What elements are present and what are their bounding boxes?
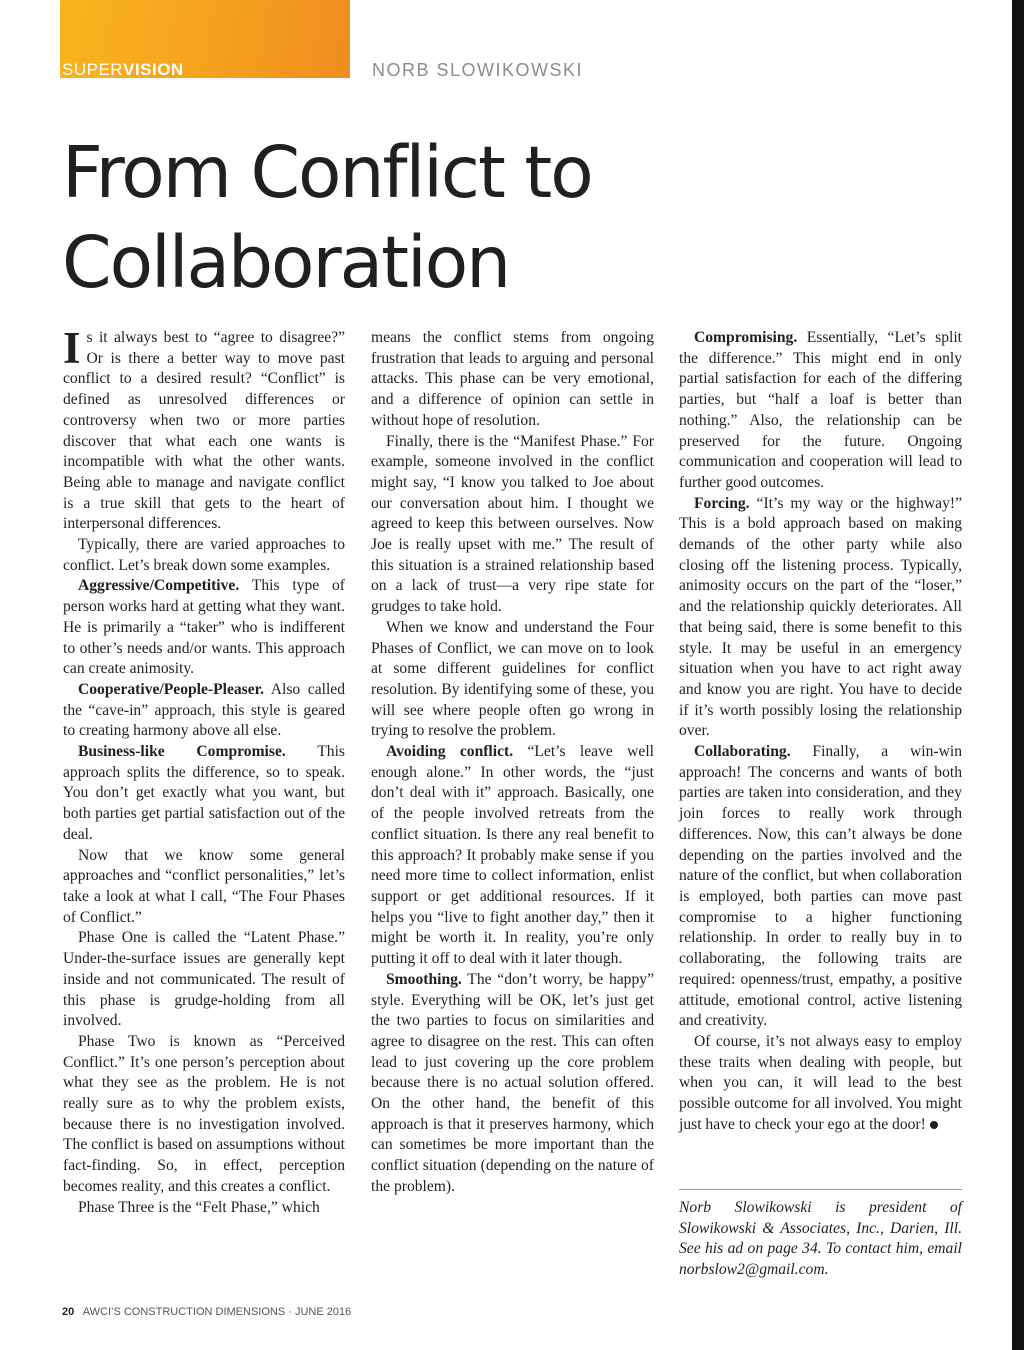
subhead: Cooperative/People-Pleaser. — [78, 680, 265, 698]
paragraph: means the conflict stems from ongoing frustration that leads to arguing and personal attacks. This phase can be very emotional, and a difference of opinion can settle in without hope of resolution. — [371, 329, 654, 429]
paragraph-text: “It’s my way or the highway!” This is a bold approach based on making demands of the other party while also closing off the listening process. Typically, animosity occurs on the part of the “loser,” and the relationship quickly deteriorates. All that being said, there is some benefit to this style. It may be useful in an emergency situation when you have to act right away and know you are right. You have to decide if it’s worth possibly losing the relationship over. — [679, 494, 962, 740]
paragraph-text: Of course, it’s not always easy to employ these traits when dealing with people, but when you can, it will lead to the best possible outcome for all involved. You might just have to check your ego at the door! — [679, 1032, 962, 1133]
paragraph: Typically, there are varied approaches to conflict. Let’s break down some examples. — [63, 536, 345, 574]
paragraph: Now that we know some general approaches and “conflict personalities,” let’s take a look at what I call, “The Four Phases of Conflict.” — [63, 846, 345, 926]
page-footer — [62, 1306, 351, 1318]
paragraph: When we know and understand the Four Phases of Conflict, we can move on to look at some different guidelines for conflict resolution. By identifying some of these, you will see where people often go wrong in trying to resolve the problem. — [371, 618, 654, 740]
paragraph — [679, 1032, 962, 1136]
paragraph-text: Also called the “cave-in” approach, this style is geared to creating harmony above all else. — [63, 680, 345, 740]
subhead: Forcing. — [694, 494, 750, 512]
page-edge-bar — [1012, 0, 1024, 1350]
paragraph: Phase One is called the “Latent Phase.” Under-the-surface issues are generally kept inside and not communicated. The result of this phase is grudge-holding from all involved. — [63, 929, 345, 1030]
paragraph-text: This approach splits the difference, so to speak. You don’t get exactly what you want, but both parties get partial satisfaction out of the deal. — [63, 743, 345, 843]
subhead: Smoothing. — [386, 970, 462, 988]
paragraph — [679, 494, 962, 742]
paragraph — [371, 970, 654, 1198]
subhead: Avoiding conflict. — [386, 743, 514, 761]
subhead: Collaborating. — [694, 743, 791, 761]
paragraph: Phase Three is the “Felt Phase,” which — [78, 1198, 320, 1216]
paragraph — [679, 742, 962, 1032]
paragraph-text: Finally, a win-win approach! The concerns and wants of both parties are taken into consideration, and they join forces to really work through differences. Now, this can’t always be done depending on the parties involved and the nature of the conflict, but when collaboration is employed, both parties can move past compromise to a higher functioning relationship. In order to really buy in to collaborating, the following traits are required: openness/trust, empathy, a positive attitude, emotional control, active listening and creativity. — [679, 743, 962, 1030]
drop-cap: I — [63, 323, 81, 373]
paragraph — [679, 328, 962, 494]
paragraph-text: Essentially, “Let’s split the difference.” This might end in only partial satisfaction for each of the differing parties, but “half a loaf is better than nothing.” Also, the relationship can be preserved for the future. Ongoing communication and cooperation will lead to further good outcomes. — [679, 329, 962, 491]
author-name: NORB SLOWIKOWSKI — [372, 60, 584, 80]
section-label-bold: VISION — [123, 60, 184, 79]
paragraph — [371, 742, 654, 970]
paragraph: Finally, there is the “Manifest Phase.” For example, someone involved in the conflict might say, “I know you talked to Joe about our conversation about him. I thought we agreed to keep this between ourselves. Now Joe is really upset with me.” The result of this situation is a strained relationship based on a lack of trust—a very ripe state for grudges to take hold. — [371, 432, 654, 616]
end-of-article-icon — [930, 1121, 938, 1129]
subhead: Aggressive/Competitive. — [78, 577, 240, 595]
article-title — [62, 128, 702, 308]
column-3 — [679, 328, 962, 1135]
column-2 — [371, 328, 654, 1198]
subhead: Compromising. — [694, 329, 798, 346]
page-number: 20 — [62, 1306, 75, 1318]
paragraph-text: “Let’s leave well enough alone.” In other words, the “just don’t deal with it” approach. Basically, one of the people involved retreats from the conflict situation. Is there any real benefit to this approach? It probably make sense if you need more time to collect information, enlist support or get additional resources. If it helps you “live to fight another day,” then it might be worth it. In reality, you’re only putting it off to deal with it later though. — [371, 743, 654, 968]
paragraph — [63, 323, 345, 535]
section-label-light: SUPER — [62, 60, 124, 79]
column-1 — [63, 323, 345, 1218]
title-line-2: Collaboration — [62, 221, 510, 304]
section-label — [62, 60, 184, 80]
paragraph — [63, 576, 345, 680]
paragraph-text: This type of person works hard at getting what they want. He is primarily a “taker” who is indifferent to other’s needs and/or wants. This approach can create animosity. — [63, 577, 345, 678]
subhead: Business-like Compromise. — [78, 743, 286, 761]
paragraph-text: s it always best to “agree to disagree?” Or is there a better way to move past conflict to a desired result? “Conflict” is defined as unresolved differences or controversy when two or more parties discover that what each one wants is incompatible with what the other wants. Being able to manage and navigate conflict is a true skill that gets to the heart of interpersonal differences. — [63, 329, 345, 533]
title-line-1: From Conflict to — [62, 131, 592, 214]
paragraph-text: The “don’t worry, be happy” style. Everything will be OK, let’s just get the two parties to focus on similarities and agree to disagree on the rest. This can often lead to just covering up the core problem because there is no actual solution offered. On the other hand, the benefit of this approach is that it preserves harmony, which can sometimes be more important than the conflict situation (depending on the nature of the problem). — [371, 970, 654, 1195]
publication-info: AWCI’S CONSTRUCTION DIMENSIONS · JUNE 2016 — [82, 1306, 352, 1318]
paragraph — [63, 742, 345, 846]
paragraph — [63, 680, 345, 742]
author-bio: Norb Slowikowski is president of Slowikowski & Associates, Inc., Darien, Ill. See his ad on page 34. To contact him, email norbslow2@gmail.com. — [679, 1199, 962, 1279]
paragraph: Phase Two is known as “Perceived Conflict.” It’s one person’s perception about what they see as the problem. He is not really sure as to why the problem exists, because there is no investigation involved. The conflict is based on assumptions without fact-finding. So, in effect, perception becomes reality, and this creates a conflict. — [63, 1032, 345, 1195]
bio-divider — [679, 1189, 962, 1190]
